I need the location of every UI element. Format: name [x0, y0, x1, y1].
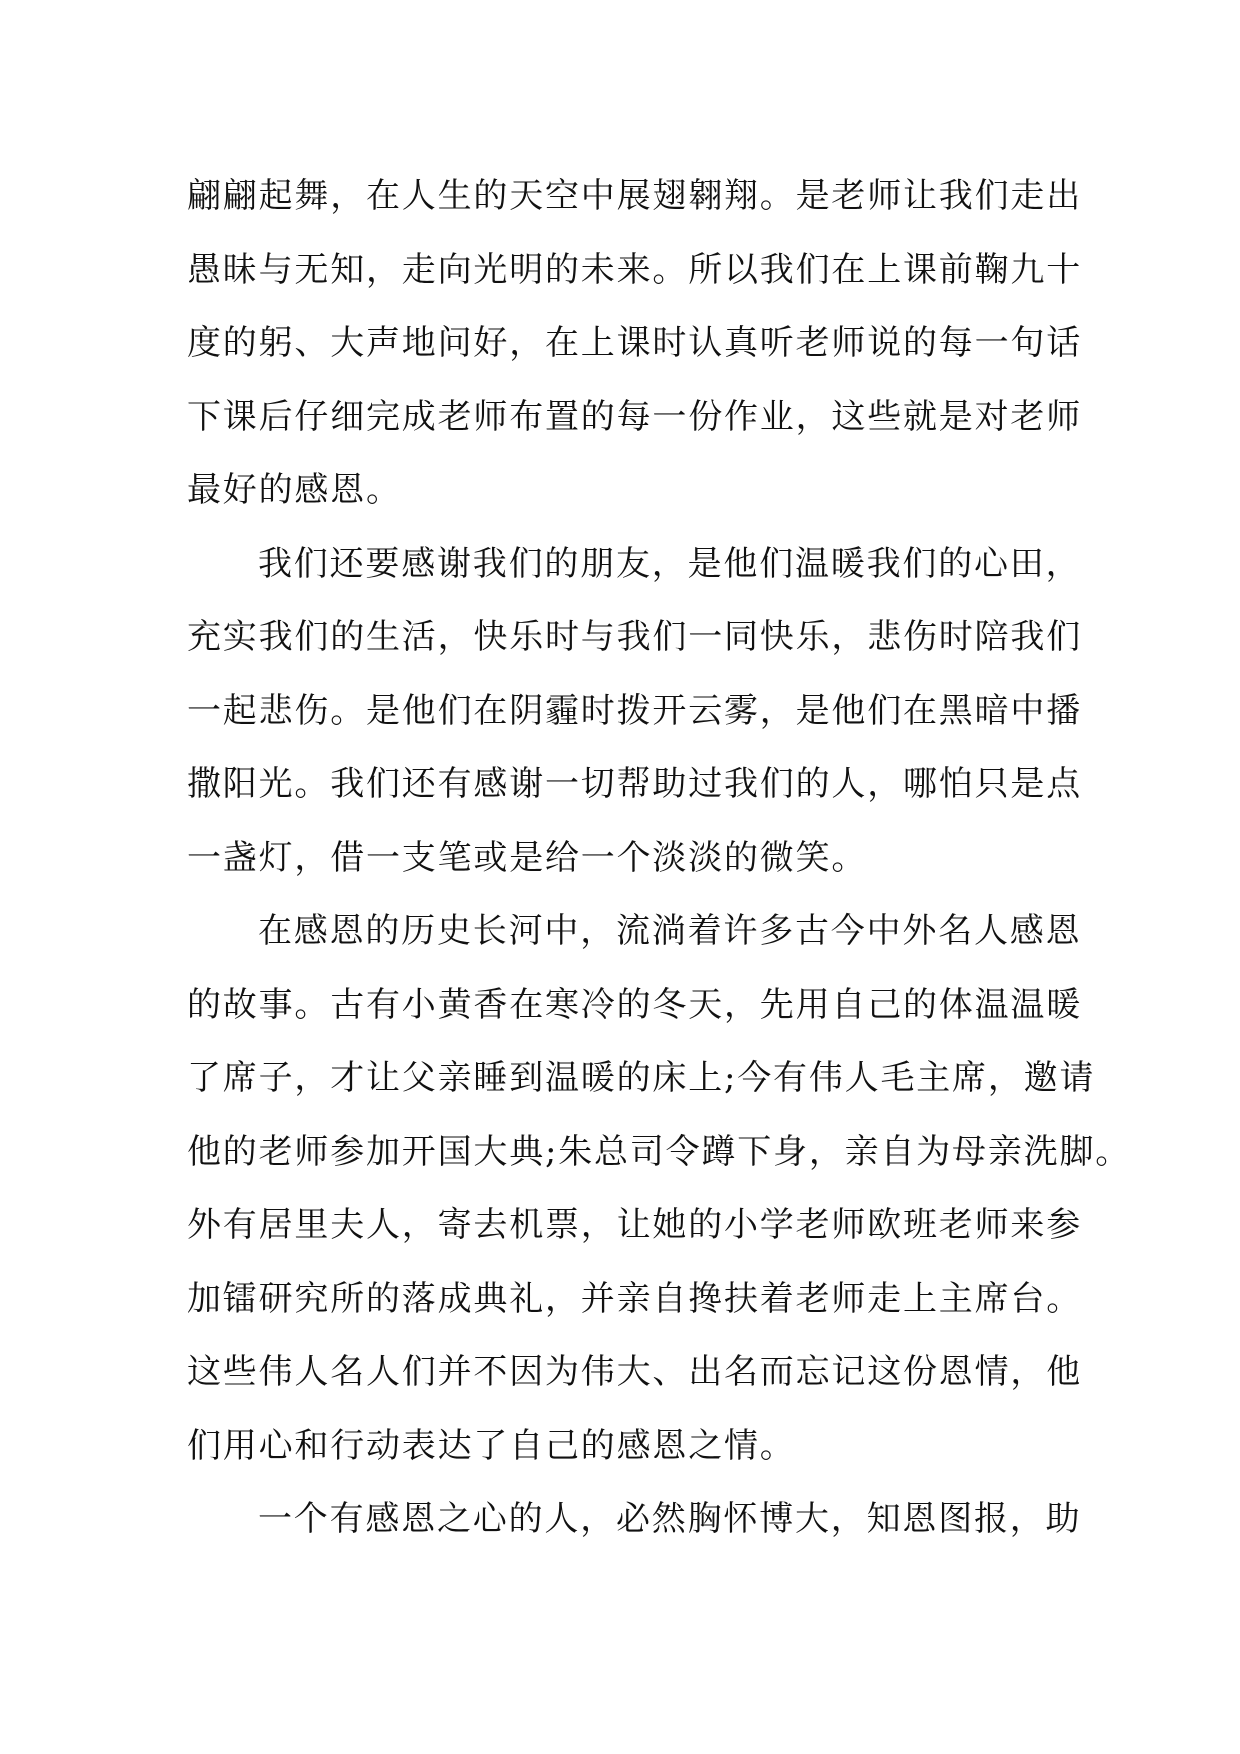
text-line: 加镭研究所的落成典礼，并亲自搀扶着老师走上主席台。: [187, 1278, 1082, 1319]
text-line: 最好的感恩。: [187, 470, 402, 510]
paragraph-start-line: 在感恩的历史长河中，流淌着许多古今中外名人感恩: [258, 911, 1082, 951]
text-line: 翩翩起舞，在人生的天空中展翅翱翔。是老师让我们走出: [187, 176, 1082, 216]
paragraph-start-line: 我们还要感谢我们的朋友，是他们温暖我们的心田，: [258, 543, 1082, 584]
paragraph-start-line: 一个有感恩之心的人，必然胸怀博大，知恩图报，助: [258, 1499, 1082, 1539]
text-line: 一起悲伤。是他们在阴霾时拨开云雾，是他们在黑暗中播: [187, 690, 1082, 731]
text-line: 充实我们的生活，快乐时与我们一同快乐，悲伤时陪我们: [187, 617, 1082, 657]
text-line: 的故事。古有小黄香在寒冷的冬天，先用自己的体温温暖: [187, 984, 1082, 1025]
text-line: 外有居里夫人，寄去机票，让她的小学老师欧班老师来参: [187, 1205, 1082, 1245]
text-line: 了席子，才让父亲睡到温暖的床上;今有伟人毛主席，邀请: [187, 1058, 1096, 1098]
text-line: 他的老师参加开国大典;朱总司令蹲下身，亲自为母亲洗脚。: [187, 1131, 1132, 1172]
text-line: 们用心和行动表达了自己的感恩之情。: [187, 1425, 796, 1466]
text-line: 这些伟人名人们并不因为伟大、出名而忘记这份恩情，他: [187, 1352, 1082, 1392]
text-line: 一盏灯，借一支笔或是给一个淡淡的微笑。: [187, 837, 868, 878]
text-line: 度的躬、大声地问好，在上课时认真听老师说的每一句话: [187, 323, 1082, 363]
body-text: [187, 160, 1132, 1557]
text-line: 愚昧与无知，走向光明的未来。所以我们在上课前鞠九十: [187, 249, 1082, 290]
text-line: 下课后仔细完成老师布置的每一份作业，这些就是对老师: [187, 396, 1082, 437]
text-line: 撒阳光。我们还有感谢一切帮助过我们的人，哪怕只是点: [187, 764, 1082, 804]
